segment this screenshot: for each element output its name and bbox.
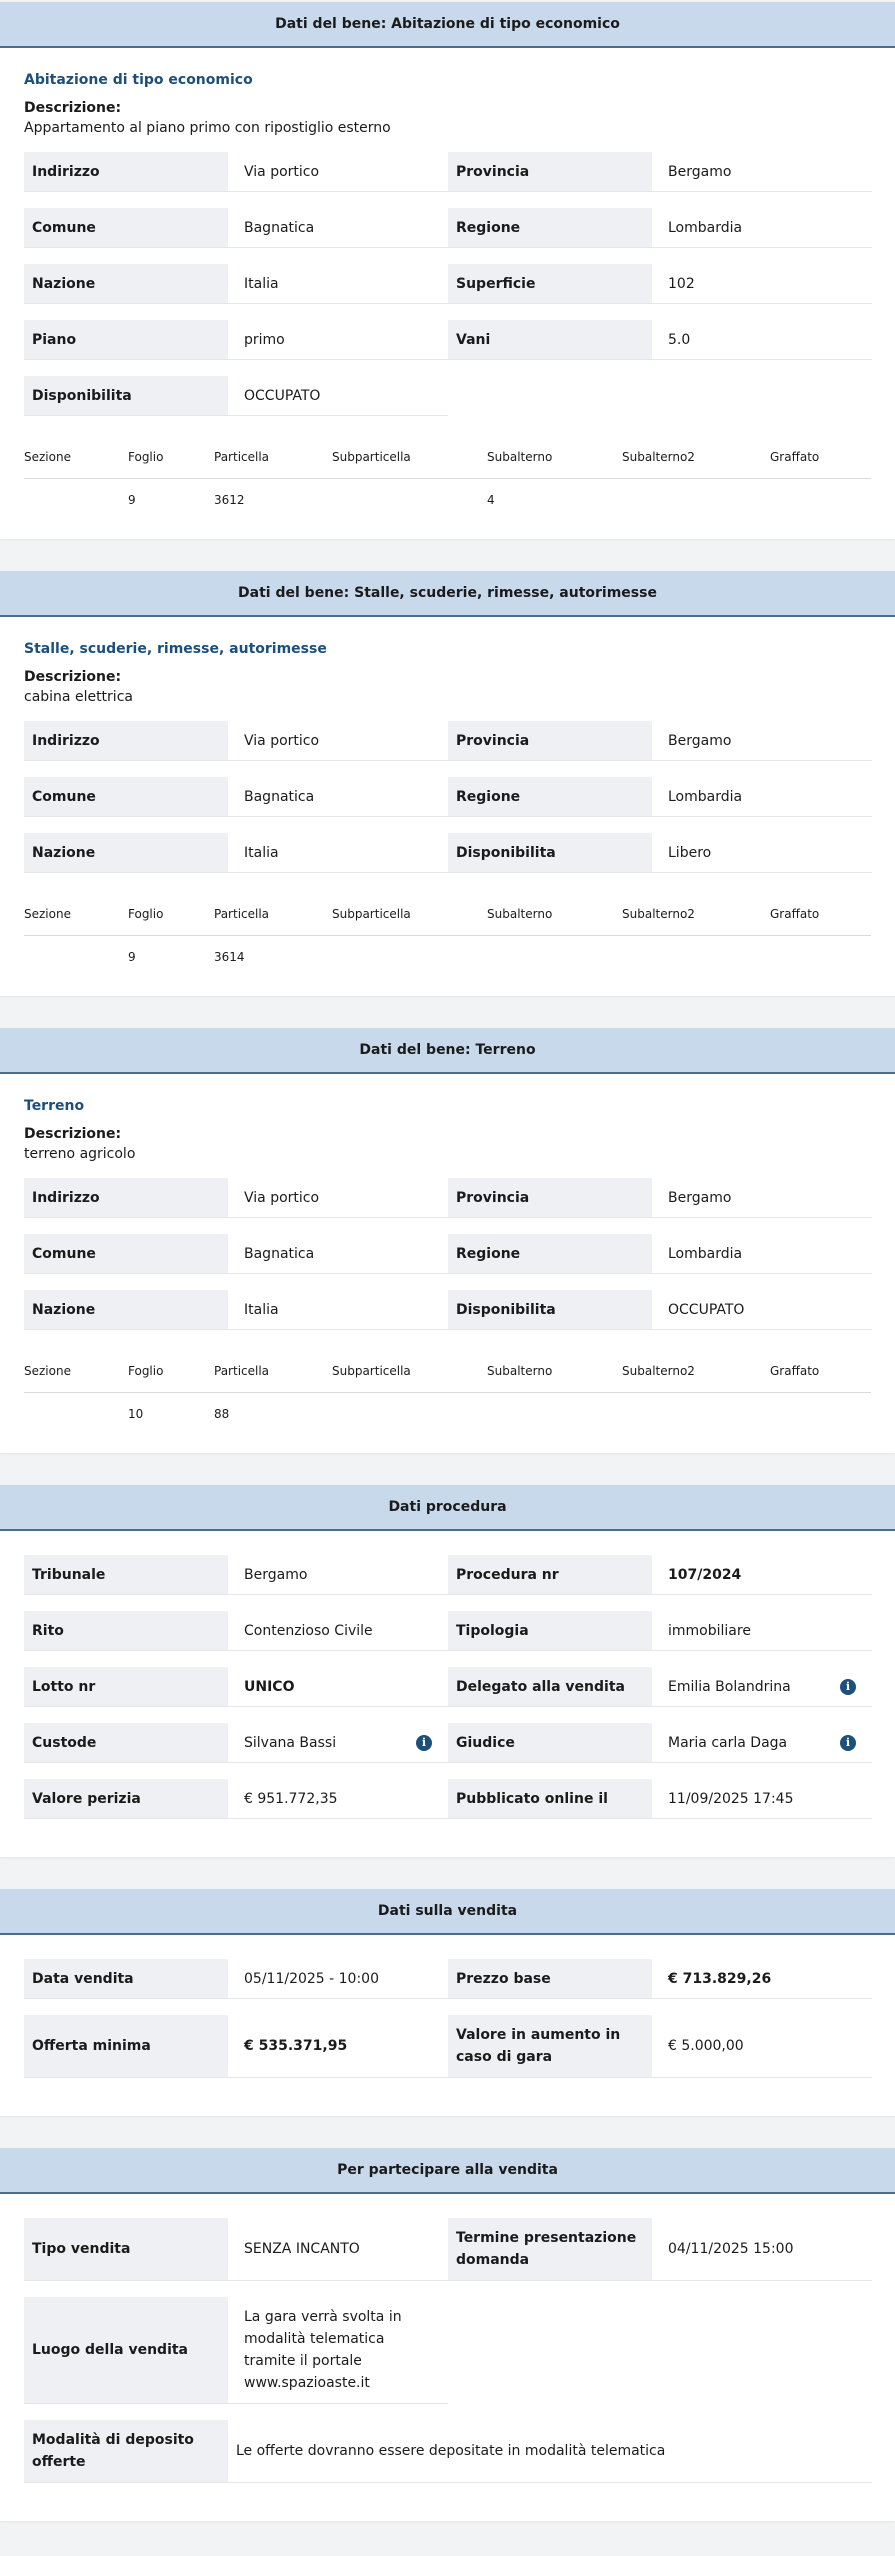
catasto-header-graffato: Graffato — [770, 1364, 820, 1378]
field-termine-presentazione-domanda — [448, 2218, 872, 2281]
field-label: Comune — [24, 777, 228, 816]
field-value-container — [228, 1178, 448, 1217]
field-value-container — [652, 833, 872, 872]
details-grid — [24, 2218, 871, 2499]
description-label: Descrizione: — [24, 100, 122, 116]
field-value: € 5.000,00 — [668, 2038, 744, 2054]
field-value: Libero — [668, 844, 712, 861]
catasto-header-graffato: Graffato — [770, 907, 820, 921]
field-label: Superficie — [448, 264, 652, 303]
section-body — [0, 1531, 895, 1857]
field-giudice — [448, 1723, 872, 1763]
field-provincia — [448, 1178, 872, 1218]
catasto-header-subalterno: Subalterno — [487, 1364, 553, 1378]
catasto-cell-particella: 3612 — [214, 493, 245, 507]
catasto-header-particella: Particella — [214, 450, 270, 464]
catasto-cell-foglio: 10 — [128, 1407, 144, 1421]
field-tipo-vendita — [24, 2218, 448, 2281]
catasto-cell-foglio: 9 — [128, 950, 136, 964]
field-label: Tribunale — [24, 1555, 228, 1594]
field-value: OCCUPATO — [668, 1301, 745, 1318]
field-value-container — [228, 777, 448, 816]
field-label: Disponibilita — [448, 1290, 652, 1329]
field-modalita-di-deposito-offerte — [24, 2420, 872, 2483]
field-value-container — [228, 1290, 448, 1329]
section-body — [0, 617, 895, 996]
field-tipologia — [448, 1611, 872, 1651]
field-label: Valore perizia — [24, 1779, 228, 1818]
bene-card — [0, 1028, 895, 1453]
bene-title: Terreno — [24, 1098, 85, 1114]
catasto-cell-subalterno — [487, 950, 622, 964]
field-disponibilita — [448, 1290, 872, 1330]
field-label: Nazione — [24, 1290, 228, 1329]
field-piano — [24, 320, 448, 360]
catasto-header-subalterno2: Subalterno2 — [622, 450, 695, 464]
field-label: Regione — [448, 208, 652, 247]
field-indirizzo — [24, 1178, 448, 1218]
field-luogo-della-vendita — [24, 2297, 448, 2404]
field-value: OCCUPATO — [244, 387, 321, 404]
catasto-cell-sezione — [24, 1407, 128, 1421]
field-label: Giudice — [448, 1723, 652, 1762]
field-value: primo — [244, 331, 285, 348]
field-value: Bergamo — [244, 1566, 308, 1583]
field-nazione — [24, 264, 448, 304]
field-value-container — [652, 208, 872, 247]
field-value-container — [228, 152, 448, 191]
field-value-container — [228, 2420, 872, 2482]
catasto-cell-subalterno2 — [622, 493, 770, 507]
field-value-container — [228, 721, 448, 760]
field-value: Via portico — [244, 732, 320, 749]
field-lotto-nr — [24, 1667, 448, 1707]
field-value: 11/09/2025 17:45 — [668, 1790, 794, 1807]
field-provincia — [448, 721, 872, 761]
catasto-header-subparticella: Subparticella — [332, 1364, 411, 1378]
field-label: Tipologia — [448, 1611, 652, 1650]
field-label: Disponibilita — [448, 833, 652, 872]
field-value-container — [228, 2015, 448, 2077]
field-value: Bagnatica — [244, 1245, 315, 1262]
field-value: La gara verrà svolta in modalità telematica tramite il portale www.spazioaste.it — [244, 2309, 402, 2391]
field-prezzo-base — [448, 1959, 872, 1999]
catasto-header-sezione: Sezione — [24, 1364, 71, 1378]
catasto-cell-graffato — [770, 1407, 870, 1421]
field-label: Procedura nr — [448, 1555, 652, 1594]
field-comune — [24, 777, 448, 817]
catasto-cell-subparticella — [332, 493, 487, 507]
catasto-cell-subparticella — [332, 950, 487, 964]
field-label: Pubblicato online il — [448, 1779, 652, 1818]
field-value-container — [228, 1234, 448, 1273]
field-label: Indirizzo — [24, 152, 228, 191]
catasto-header-foglio: Foglio — [128, 450, 164, 464]
catasto-cell-graffato — [770, 493, 870, 507]
field-value-container — [652, 721, 872, 760]
field-delegato-alla-vendita — [448, 1667, 872, 1707]
field-value-container — [652, 264, 872, 303]
field-value: Bergamo — [668, 163, 732, 180]
section-header: Dati del bene: Stalle, scuderie, rimesse, autorimesse — [0, 571, 895, 617]
field-value: 5.0 — [668, 331, 691, 348]
catasto-row — [24, 479, 871, 517]
field-value-container — [228, 1667, 448, 1706]
catasto-cell-subalterno2 — [622, 1407, 770, 1421]
field-value-container — [228, 2218, 448, 2280]
field-disponibilita — [24, 376, 448, 416]
catasto-header-foglio: Foglio — [128, 1364, 164, 1378]
field-value-container — [652, 152, 872, 191]
field-value-container — [652, 1959, 872, 1998]
field-label: Indirizzo — [24, 1178, 228, 1217]
catasto-cell-particella: 3614 — [214, 950, 245, 964]
field-vani — [448, 320, 872, 360]
catasto-header-subalterno: Subalterno — [487, 450, 553, 464]
field-value-container — [652, 2015, 872, 2077]
field-disponibilita — [448, 833, 872, 873]
field-value: Contenzioso Civile — [244, 1622, 373, 1639]
field-value-container — [228, 833, 448, 872]
field-label: Termine presentazione domanda — [448, 2218, 652, 2280]
field-value-container — [652, 1555, 872, 1594]
bene-card — [0, 2, 895, 539]
bene-title: Abitazione di tipo economico — [24, 72, 253, 88]
field-value: Italia — [244, 844, 279, 861]
info-icon[interactable]: i — [416, 1735, 432, 1751]
field-value: Bagnatica — [244, 788, 315, 805]
field-value: UNICO — [244, 1678, 295, 1695]
catasto-cell-sezione — [24, 950, 128, 964]
field-label: Offerta minima — [24, 2015, 228, 2077]
details-grid — [24, 1555, 871, 1835]
field-label: Nazione — [24, 264, 228, 303]
catasto-row — [24, 1393, 871, 1431]
field-value-container — [652, 1667, 872, 1706]
catasto-cell-graffato — [770, 950, 870, 964]
section-header: Dati sulla vendita — [0, 1889, 895, 1935]
description-value: Appartamento al piano primo con ripostiglio esterno — [24, 120, 391, 136]
catasto-header-subalterno: Subalterno — [487, 907, 553, 921]
info-icon[interactable]: i — [840, 1735, 856, 1751]
field-value: 107/2024 — [668, 1566, 742, 1583]
catasto-header-row — [24, 1364, 871, 1393]
catasto-cell-subparticella — [332, 1407, 487, 1421]
section-body — [0, 48, 895, 539]
catasto-table — [24, 450, 871, 517]
catasto-header-subparticella: Subparticella — [332, 907, 411, 921]
field-value: SENZA INCANTO — [244, 2241, 360, 2257]
catasto-cell-subalterno — [487, 1407, 622, 1421]
field-value-container — [228, 376, 448, 415]
details-grid — [24, 1959, 871, 2094]
field-regione — [448, 208, 872, 248]
description-label: Descrizione: — [24, 1126, 122, 1142]
field-label: Regione — [448, 777, 652, 816]
field-tribunale — [24, 1555, 448, 1595]
catasto-header-subparticella: Subparticella — [332, 450, 411, 464]
field-value: Italia — [244, 275, 279, 292]
catasto-header-subalterno2: Subalterno2 — [622, 907, 695, 921]
field-label: Custode — [24, 1723, 228, 1762]
field-value-container — [652, 1290, 872, 1329]
field-value: 05/11/2025 - 10:00 — [244, 1970, 379, 1987]
field-label: Provincia — [448, 1178, 652, 1217]
field-label: Delegato alla vendita — [448, 1667, 652, 1706]
field-value: Emilia Bolandrina — [668, 1678, 791, 1695]
section-header: Dati del bene: Abitazione di tipo economico — [0, 2, 895, 48]
field-label: Tipo vendita — [24, 2218, 228, 2280]
field-procedura-nr — [448, 1555, 872, 1595]
catasto-cell-sezione — [24, 493, 128, 507]
field-value-container — [652, 320, 872, 359]
bene-title: Stalle, scuderie, rimesse, autorimesse — [24, 641, 327, 657]
field-value: immobiliare — [668, 1622, 751, 1639]
field-value-container — [228, 320, 448, 359]
catasto-header-graffato: Graffato — [770, 450, 820, 464]
field-value-container — [652, 777, 872, 816]
catasto-header-subalterno2: Subalterno2 — [622, 1364, 695, 1378]
field-label: Data vendita — [24, 1959, 228, 1998]
description-label: Descrizione: — [24, 669, 122, 685]
section-header: Per partecipare alla vendita — [0, 2148, 895, 2194]
field-label: Provincia — [448, 152, 652, 191]
page-root — [0, 2, 895, 2521]
field-value: € 535.371,95 — [244, 2038, 348, 2054]
field-valore-in-aumento-in-caso-di-gara — [448, 2015, 872, 2078]
field-nazione — [24, 833, 448, 873]
partecipare-card — [0, 2148, 895, 2521]
field-value: Bergamo — [668, 1189, 732, 1206]
field-label: Prezzo base — [448, 1959, 652, 1998]
catasto-table — [24, 907, 871, 974]
field-label: Comune — [24, 208, 228, 247]
field-label: Provincia — [448, 721, 652, 760]
field-label: Rito — [24, 1611, 228, 1650]
field-value-container — [228, 1611, 448, 1650]
field-label: Luogo della vendita — [24, 2297, 228, 2403]
field-value-container — [652, 1234, 872, 1273]
field-provincia — [448, 152, 872, 192]
field-label: Lotto nr — [24, 1667, 228, 1706]
field-value: € 713.829,26 — [668, 1970, 772, 1987]
catasto-cell-subalterno2 — [622, 950, 770, 964]
field-data-vendita — [24, 1959, 448, 1999]
catasto-header-row — [24, 907, 871, 936]
catasto-cell-particella: 88 — [214, 1407, 230, 1421]
description-value: cabina elettrica — [24, 689, 133, 705]
field-custode — [24, 1723, 448, 1763]
catasto-header-row — [24, 450, 871, 479]
field-regione — [448, 777, 872, 817]
field-value: Via portico — [244, 163, 320, 180]
field-value-container — [652, 1178, 872, 1217]
catasto-header-foglio: Foglio — [128, 907, 164, 921]
section-header: Dati procedura — [0, 1485, 895, 1531]
catasto-row — [24, 936, 871, 974]
field-regione — [448, 1234, 872, 1274]
section-body — [0, 1074, 895, 1453]
section-header: Dati del bene: Terreno — [0, 1028, 895, 1074]
field-valore-perizia — [24, 1779, 448, 1819]
field-value: 102 — [668, 275, 695, 292]
field-value: Le offerte dovranno essere depositate in modalità telematica — [236, 2443, 666, 2459]
catasto-header-particella: Particella — [214, 1364, 270, 1378]
catasto-header-particella: Particella — [214, 907, 270, 921]
field-label: Vani — [448, 320, 652, 359]
field-value: Lombardia — [668, 219, 743, 236]
field-indirizzo — [24, 721, 448, 761]
field-label: Valore in aumento in caso di gara — [448, 2015, 652, 2077]
field-indirizzo — [24, 152, 448, 192]
field-value: Via portico — [244, 1189, 320, 1206]
field-label: Piano — [24, 320, 228, 359]
field-value-container — [228, 1779, 448, 1818]
field-offerta-minima — [24, 2015, 448, 2078]
field-nazione — [24, 1290, 448, 1330]
procedura-card — [0, 1485, 895, 1857]
catasto-header-sezione: Sezione — [24, 450, 71, 464]
field-label: Indirizzo — [24, 721, 228, 760]
field-value-container — [228, 264, 448, 303]
field-pubblicato-online-il — [448, 1779, 872, 1819]
field-value-container — [652, 1611, 872, 1650]
field-value: Bergamo — [668, 732, 732, 749]
catasto-cell-foglio: 9 — [128, 493, 136, 507]
description-value: terreno agricolo — [24, 1146, 136, 1162]
field-value: Lombardia — [668, 1245, 743, 1262]
field-value-container — [228, 2297, 448, 2403]
field-label: Modalità di deposito offerte — [24, 2420, 228, 2482]
bene-card — [0, 571, 895, 996]
field-label: Regione — [448, 1234, 652, 1273]
catasto-header-sezione: Sezione — [24, 907, 71, 921]
field-value: Bagnatica — [244, 219, 315, 236]
field-value-container — [652, 1779, 872, 1818]
field-comune — [24, 1234, 448, 1274]
field-label: Nazione — [24, 833, 228, 872]
catasto-cell-subalterno: 4 — [487, 493, 495, 507]
catasto-table — [24, 1364, 871, 1431]
section-body — [0, 2194, 895, 2521]
section-body — [0, 1935, 895, 2116]
field-value: Italia — [244, 1301, 279, 1318]
field-value: € 951.772,35 — [244, 1790, 338, 1807]
field-value: 04/11/2025 15:00 — [668, 2241, 794, 2257]
details-grid — [24, 721, 871, 889]
field-value-container — [652, 1723, 872, 1762]
field-value: Maria carla Daga — [668, 1734, 788, 1751]
field-superficie — [448, 264, 872, 304]
field-value-container — [228, 1723, 448, 1762]
field-value: Silvana Bassi — [244, 1734, 337, 1751]
field-rito — [24, 1611, 448, 1651]
info-icon[interactable]: i — [840, 1679, 856, 1695]
details-grid — [24, 1178, 871, 1346]
field-label: Comune — [24, 1234, 228, 1273]
vendita-card — [0, 1889, 895, 2116]
field-value-container — [228, 1959, 448, 1998]
field-value-container — [652, 2218, 872, 2280]
field-value: Lombardia — [668, 788, 743, 805]
details-grid — [24, 152, 871, 432]
field-value-container — [228, 1555, 448, 1594]
field-comune — [24, 208, 448, 248]
field-value-container — [228, 208, 448, 247]
field-label: Disponibilita — [24, 376, 228, 415]
